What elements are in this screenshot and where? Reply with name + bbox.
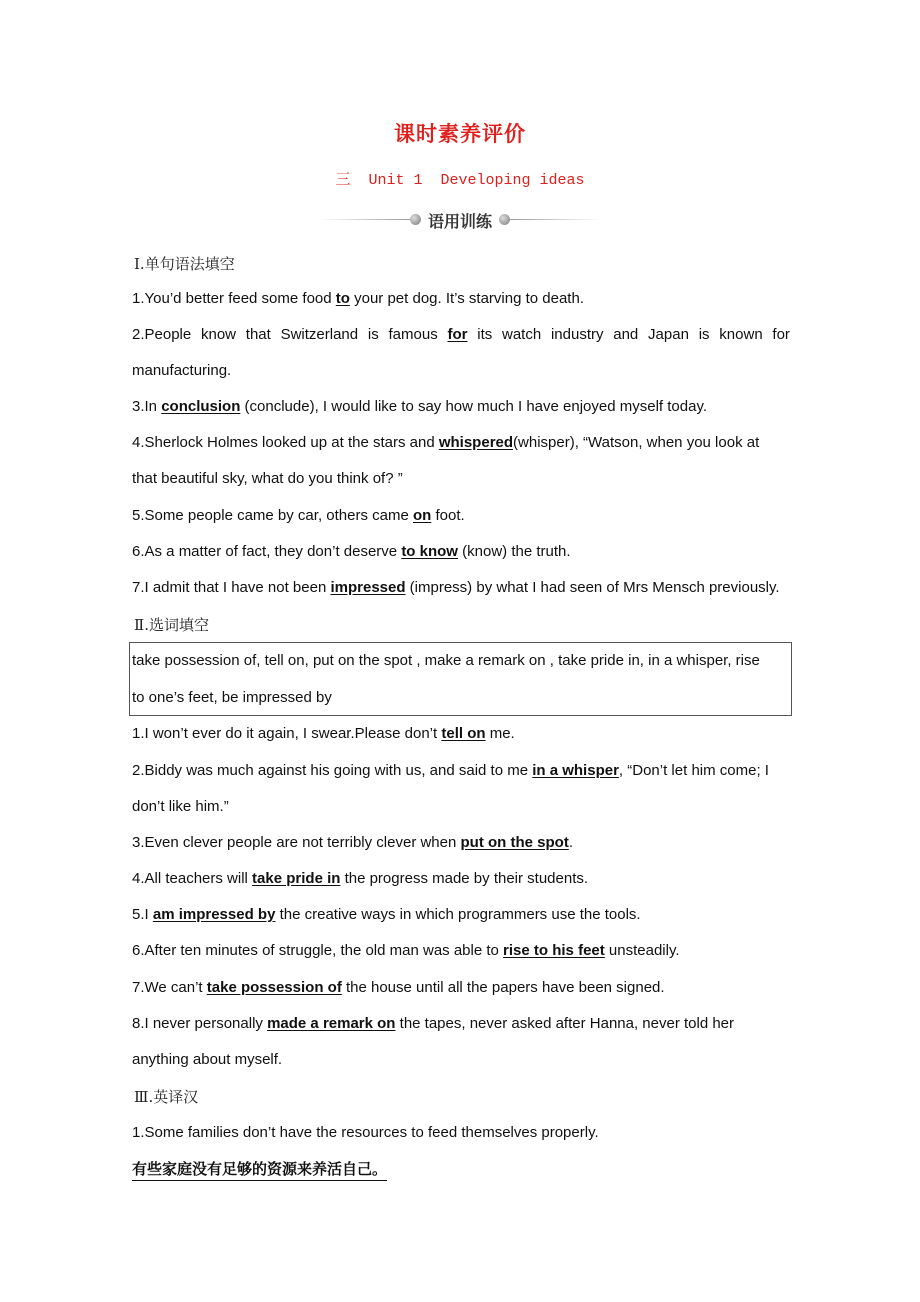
section1-item-3 (132, 397, 790, 417)
word: is (367, 326, 379, 343)
section2-item-5 (132, 905, 790, 925)
section1-item-4 (132, 433, 790, 453)
section2-item-2-cont: don’t like him.” (132, 798, 229, 815)
section2-item-7 (132, 978, 790, 998)
item-text: , “Don’t let him come; I (618, 762, 769, 779)
banner-dot-icon (499, 214, 510, 225)
item-text: the tapes, never asked after Hanna, never told her (395, 1015, 735, 1032)
banner-dot-icon (410, 214, 421, 225)
section2-heading: Ⅱ.选词填空 (134, 616, 209, 634)
answer: impressed (330, 579, 406, 596)
item-text: your pet dog. It’s starving to death. (349, 290, 584, 307)
item-text: 4.All teachers will (132, 870, 253, 887)
answer: to know (401, 543, 458, 560)
item-text: unsteadily. (604, 942, 680, 959)
section3-heading: Ⅲ.英译汉 (134, 1088, 199, 1106)
item-text: 6.As a matter of fact, they don’t deserve (132, 543, 402, 560)
word-bank-line-1: take possession of, tell on, put on the spot , make a remark on , take pride in, in a whisper, rise (132, 652, 760, 669)
word: watch (502, 326, 542, 343)
item-text: . (568, 834, 573, 851)
item-text: (whisper), “Watson, when you look at (513, 434, 760, 451)
item-text: the creative ways in which programmers use the tools. (275, 906, 641, 923)
section1-item-5 (132, 506, 790, 526)
section1-item-2 (132, 325, 790, 345)
section1-item-4-cont: that beautiful sky, what do you think of? ” (132, 470, 403, 487)
answer: conclusion (161, 398, 241, 415)
item-text: (conclude), I would like to say how much I have enjoyed myself today. (240, 398, 707, 415)
word-bank-line-2: to one’s feet, be impressed by (132, 689, 332, 706)
item-text: 7.We can’t (132, 979, 207, 996)
item-text: 1.I won’t ever do it again, I swear.Please don’t (132, 725, 442, 742)
section3-item-1: 1.Some families don’t have the resources to feed themselves properly. (132, 1124, 599, 1141)
item-text: foot. (431, 507, 465, 524)
answer: take pride in (252, 870, 341, 887)
section1-item-7 (132, 578, 790, 598)
page-subtitle: 三 Unit 1 Developing ideas (335, 172, 585, 189)
section2-item-4 (132, 869, 790, 889)
word: and (613, 326, 639, 343)
answer: put on the spot (460, 834, 569, 851)
word: industry (550, 326, 604, 343)
item-text: the progress made by their students. (340, 870, 589, 887)
section1-heading: Ⅰ.单句语法填空 (134, 255, 235, 273)
word: for (772, 326, 790, 343)
word: 2.People (132, 326, 192, 343)
section1-item-1 (132, 289, 790, 309)
word: know (200, 326, 237, 343)
item-text: (impress) by what I had seen of Mrs Mensch previously. (405, 579, 780, 596)
banner-line-left (320, 219, 410, 220)
word: that (245, 326, 271, 343)
section3-item-1-answer: 有些家庭没有足够的资源来养活自己。 (132, 1158, 387, 1181)
banner-label: 语用训练 (427, 212, 492, 231)
word: Switzerland (280, 326, 359, 343)
answer: rise to his feet (503, 942, 605, 959)
item-text: 1.You’d better feed some food (132, 290, 336, 307)
word: famous (388, 326, 438, 343)
answer: for (447, 326, 468, 343)
banner-line-right (510, 219, 600, 220)
word: Japan (648, 326, 689, 343)
section2-item-2 (132, 761, 812, 781)
section2-item-1 (132, 724, 790, 744)
item-text: 4.Sherlock Holmes looked up at the stars and (132, 434, 439, 451)
item-text: 5.I (132, 906, 153, 923)
item-text: 8.I never personally (132, 1015, 268, 1032)
section1-item-6 (132, 542, 790, 562)
word: is (698, 326, 710, 343)
section2-item-8-cont: anything about myself. (132, 1051, 283, 1068)
answer: to (335, 290, 350, 307)
section2-item-8 (132, 1014, 790, 1034)
item-text: 7.I admit that I have not been (132, 579, 331, 596)
answer: on (412, 507, 432, 524)
answer: am impressed by (152, 906, 276, 923)
item-text: (know) the truth. (457, 543, 571, 560)
answer: in a whisper (532, 762, 619, 779)
item-text: the house until all the papers have been signed. (341, 979, 665, 996)
item-text: 3.In (132, 398, 162, 415)
word: its (477, 326, 493, 343)
section2-item-6 (132, 941, 790, 961)
section2-item-3 (132, 833, 790, 853)
section1-item-2-cont: manufacturing. (132, 362, 232, 379)
page-title: 课时素养评价 (394, 122, 526, 146)
item-text: 6.After ten minutes of struggle, the old man was able to (132, 942, 504, 959)
answer: whispered (438, 434, 514, 451)
item-text: me. (485, 725, 515, 742)
answer: made a remark on (267, 1015, 396, 1032)
word: known (719, 326, 763, 343)
item-text: 3.Even clever people are not terribly clever when (132, 834, 461, 851)
answer: tell on (441, 725, 486, 742)
answer: take possession of (206, 979, 342, 996)
section-banner (320, 207, 600, 233)
item-text: 2.Biddy was much against his going with us, and said to me (132, 762, 533, 779)
item-text: 5.Some people came by car, others came (132, 507, 413, 524)
